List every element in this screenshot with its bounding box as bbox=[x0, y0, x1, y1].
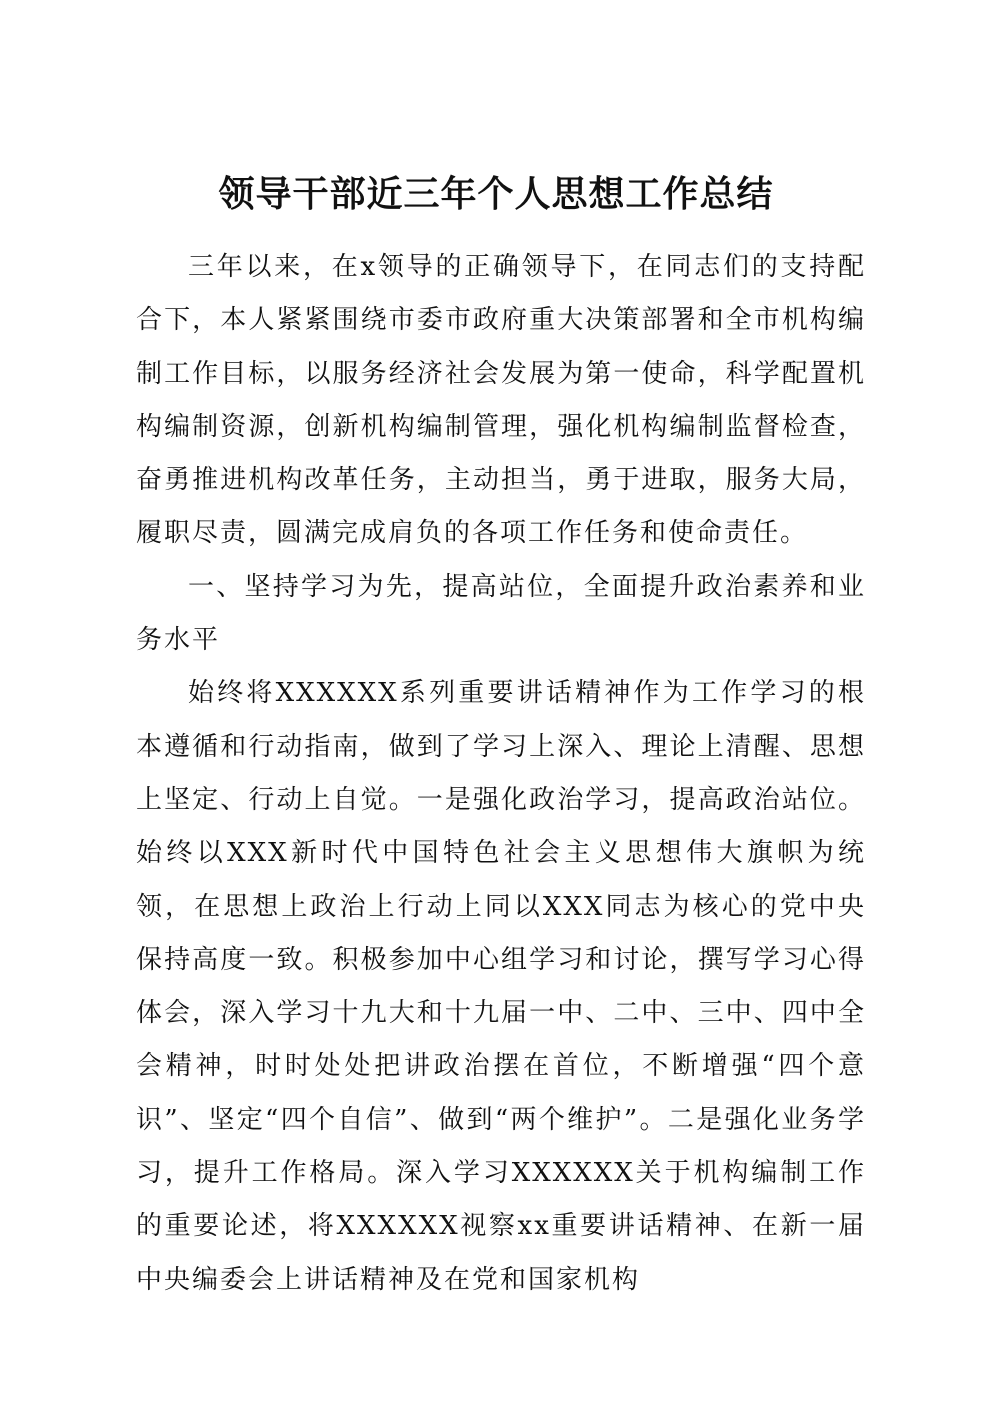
paragraph-intro: 三年以来，在x领导的正确领导下，在同志们的支持配合下，本人紧紧围绕市委市政府重大决策部署和全市机构编制工作目标，以服务经济社会发展为第一使命，科学配置机构编制资源，创新机构编制管理，强化机构编制监督检查，奋勇推进机构改革任务，主动担当，勇于进取，服务大局，履职尽责，圆满完成肩负的各项工作任务和使命责任。 bbox=[136, 252, 866, 549]
document-body bbox=[136, 241, 866, 1307]
paragraph-study: 始终将XXXXXX系列重要讲话精神作为工作学习的根本遵循和行动指南，做到了学习上深入、理论上清醒、思想上坚定、行动上自觉。一是强化政治学习，提高政治站位。始终以XXX新时代中国特色社会主义思想伟大旗帜为统领，在思想上政治上行动上同以XXX同志为核心的党中央保持高度一致。积极参加中心组学习和讨论，撰写学习心得体会，深入学习十九大和十九届一中、二中、三中、四中全会精神，时时处处把讲政治摆在首位，不断增强“四个意识”、坚定“四个自信”、做到“两个维护”。二是强化业务学习，提升工作格局。深入学习XXXXXX关于机构编制工作的重要论述，将XXXXXX视察xx重要讲话精神、在新一届中央编委会上讲话精神及在党和国家机构 bbox=[136, 678, 866, 1295]
document-title: 领导干部近三年个人思想工作总结 bbox=[218, 174, 774, 215]
section-heading-1: 一、坚持学习为先，提高站位，全面提升政治素养和业务水平 bbox=[136, 571, 866, 656]
